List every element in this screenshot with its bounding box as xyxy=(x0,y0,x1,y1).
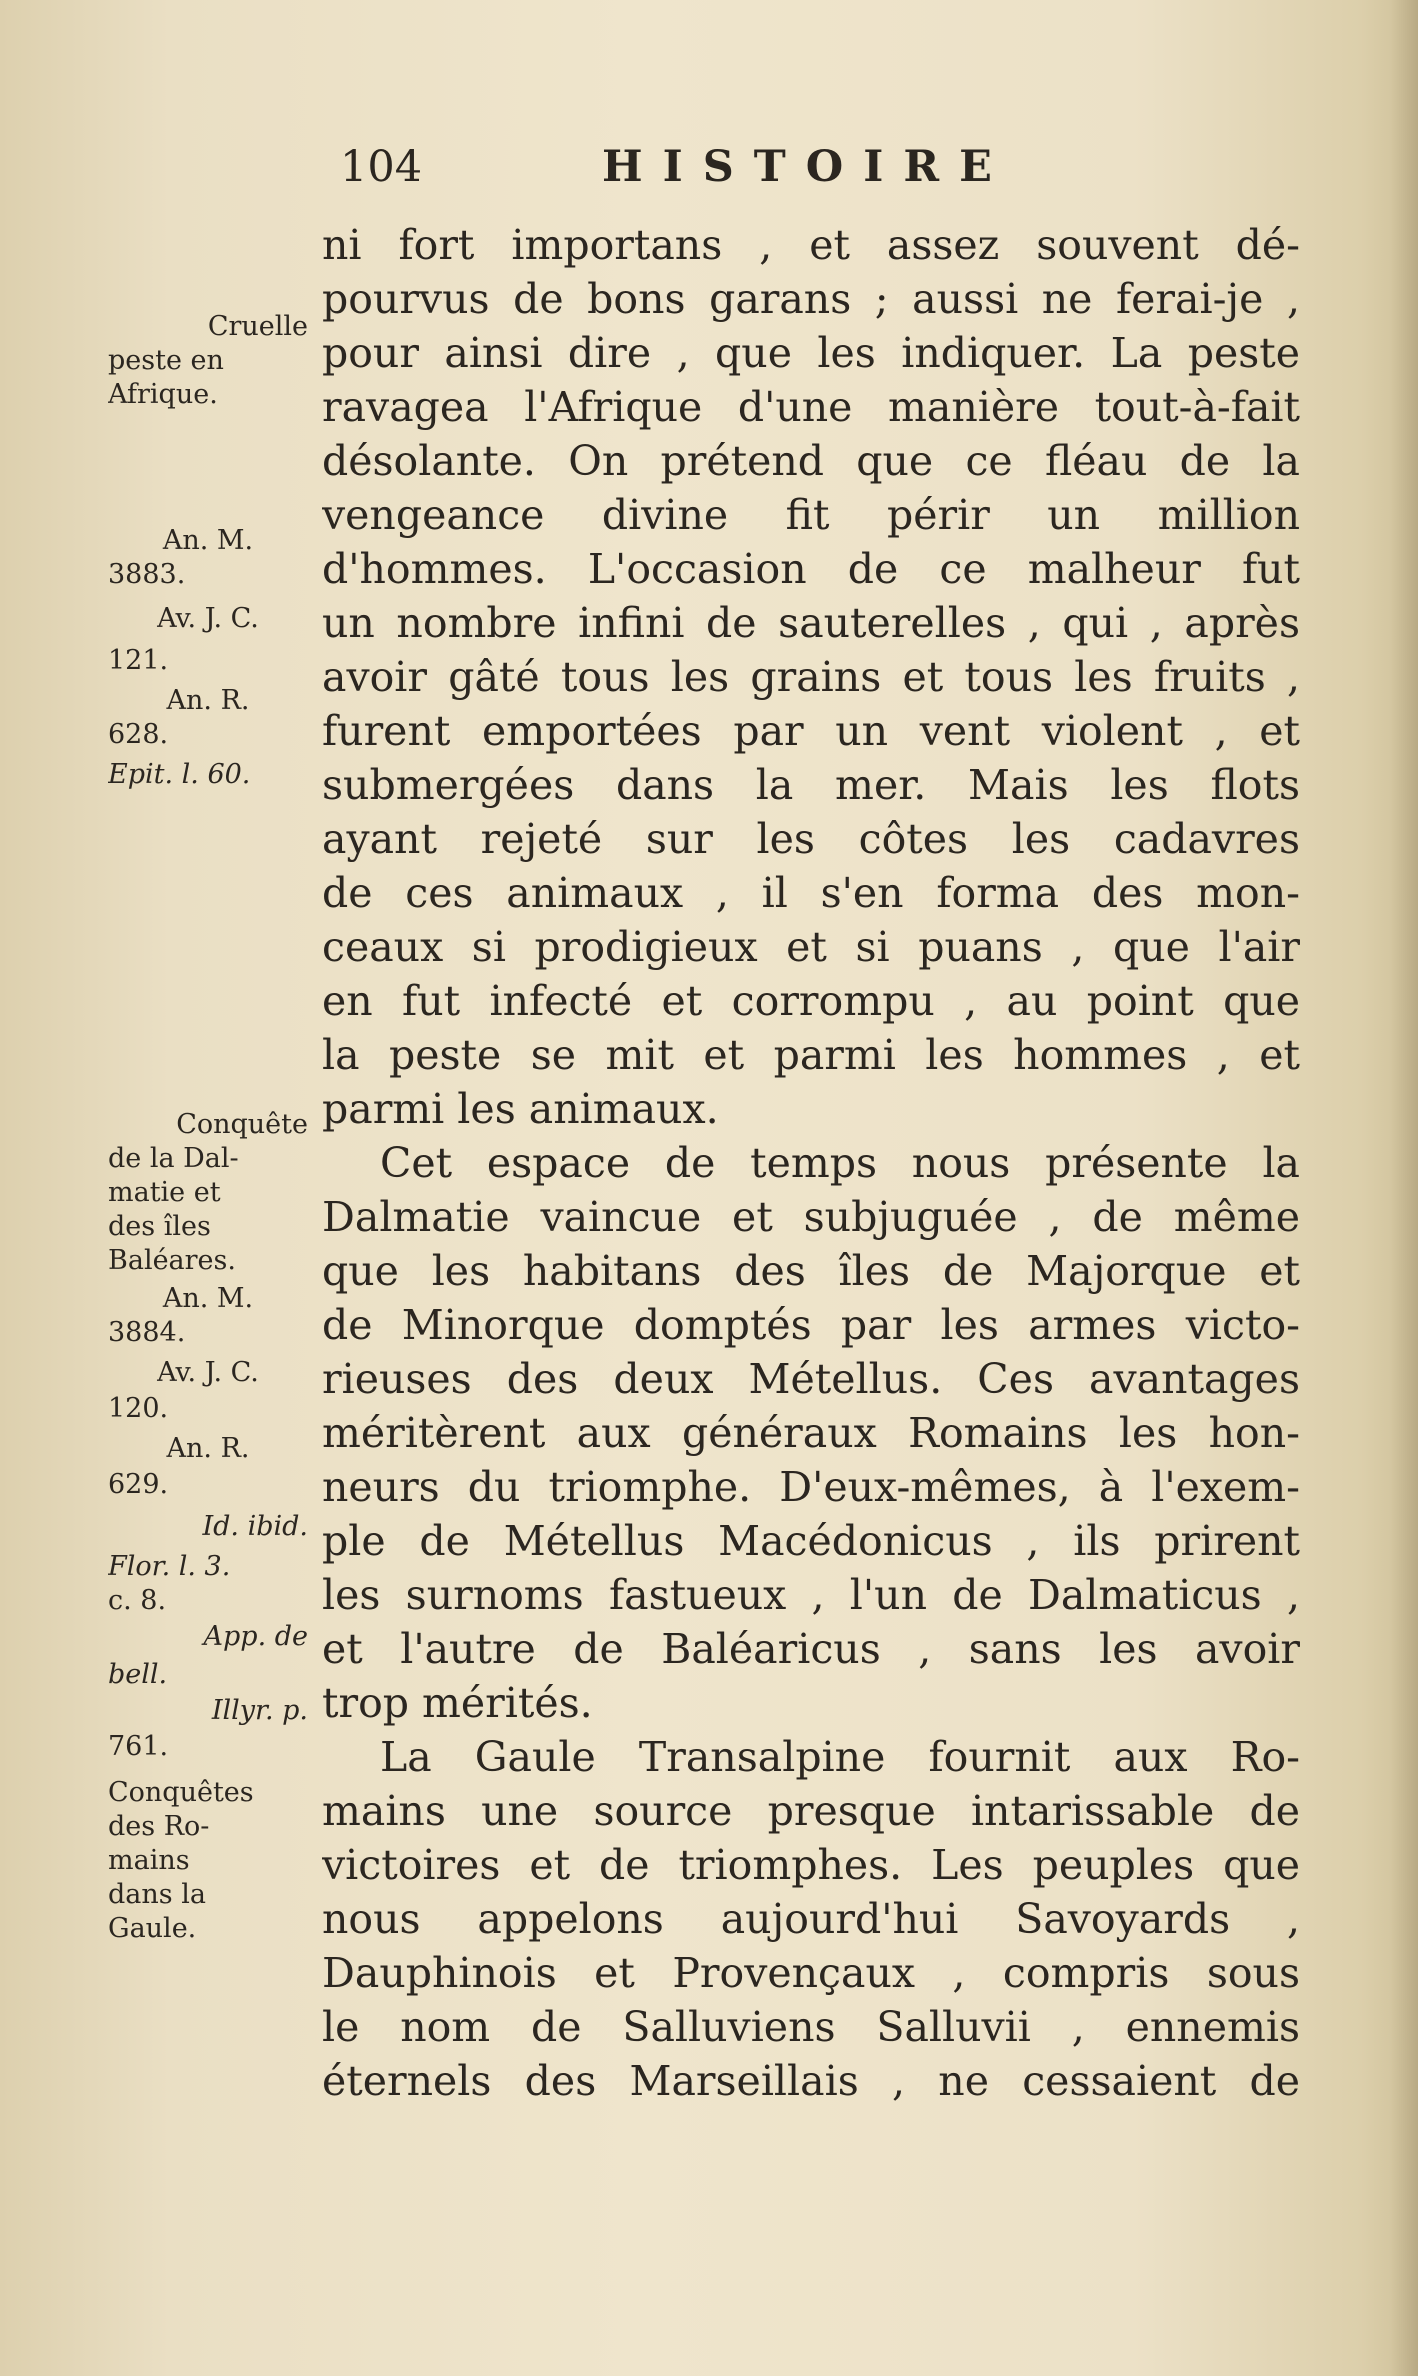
text-line: de ces animaux , il s'en forma des mon- xyxy=(322,869,1300,917)
text-line: submergées dans la mer. Mais les flots xyxy=(322,761,1300,809)
margin-note: 120. xyxy=(108,1393,169,1424)
text-line: ayant rejeté sur les côtes les cadavres xyxy=(322,815,1300,863)
text-line: d'hommes. L'occasion de ce malheur fut xyxy=(322,545,1300,593)
text-line: éternels des Marseillais , ne cessaient de xyxy=(322,2057,1300,2105)
margin-note: Illyr. p. xyxy=(211,1695,308,1726)
text-line: nous appelons aujourd'hui Savoyards , xyxy=(322,1895,1300,1943)
margin-note: Afrique. xyxy=(108,379,218,410)
margin-note: de la Dal- xyxy=(108,1143,239,1174)
text-line: un nombre infini de sauterelles , qui , après xyxy=(322,599,1300,647)
text-line: de Minorque domptés par les armes victo- xyxy=(322,1301,1300,1349)
margin-note: An. M. xyxy=(162,525,254,556)
margin-note: 3884. xyxy=(108,1317,186,1348)
margin-note: peste en xyxy=(108,345,224,376)
text-line: désolante. On prétend que ce fléau de la xyxy=(322,437,1300,485)
text-line: furent emportées par un vent violent , et xyxy=(322,707,1300,755)
margin-note: mains xyxy=(108,1845,190,1876)
text-line: méritèrent aux généraux Romains les hon- xyxy=(322,1409,1300,1457)
margin-note: An. R. xyxy=(166,1433,250,1464)
margin-note: Av. J. C. xyxy=(157,1357,259,1388)
margin-note: bell. xyxy=(108,1659,168,1690)
text-line: ple de Métellus Macédonicus , ils prirent xyxy=(322,1517,1300,1565)
margin-note: Epit. l. 60. xyxy=(108,759,251,790)
margin-note: 628. xyxy=(108,719,169,750)
margin-note: An. R. xyxy=(166,685,250,716)
margin-note: 629. xyxy=(108,1469,169,1500)
page-number: 104 xyxy=(340,142,423,192)
text-line: vengeance divine fit périr un million xyxy=(322,491,1300,539)
running-title: HISTOIRE xyxy=(602,142,1012,192)
page-gutter-shadow xyxy=(1390,0,1418,2376)
margin-note: Id. ibid. xyxy=(202,1511,308,1542)
text-line: parmi les animaux. xyxy=(322,1085,719,1133)
text-line: que les habitans des îles de Majorque et xyxy=(322,1247,1300,1295)
text-line: et l'autre de Baléaricus , sans les avoir xyxy=(322,1625,1300,1673)
margin-note: App. de xyxy=(203,1621,308,1652)
margin-note: matie et xyxy=(108,1177,221,1208)
text-line: Dalmatie vaincue et subjuguée , de même xyxy=(322,1193,1300,1241)
margin-note: des Ro- xyxy=(108,1811,210,1842)
main-text xyxy=(322,218,1300,2118)
margin-notes xyxy=(108,310,308,2010)
margin-note: Baléares. xyxy=(108,1245,236,1276)
text-line: Dauphinois et Provençaux , compris sous xyxy=(322,1949,1300,1997)
text-line: le nom de Salluviens Salluvii , ennemis xyxy=(322,2003,1300,2051)
margin-note: des îles xyxy=(108,1211,211,1242)
text-line: neurs du triomphe. D'eux-mêmes, à l'exem- xyxy=(322,1463,1300,1511)
text-line: ravagea l'Afrique d'une manière tout-à-fait xyxy=(322,383,1300,431)
text-line: ceaux si prodigieux et si puans , que l'air xyxy=(322,923,1300,971)
margin-note: 121. xyxy=(108,645,169,676)
text-line: victoires et de triomphes. Les peuples que xyxy=(322,1841,1300,1889)
text-line: les surnoms fastueux , l'un de Dalmaticus , xyxy=(322,1571,1300,1619)
margin-note: dans la xyxy=(108,1879,206,1910)
text-line: pourvus de bons garans ; aussi ne ferai-je , xyxy=(322,275,1300,323)
margin-note: Conquêtes xyxy=(108,1777,254,1808)
margin-note: Flor. l. 3. xyxy=(108,1551,231,1582)
margin-note: Cruelle xyxy=(207,311,308,342)
text-line: pour ainsi dire , que les indiquer. La peste xyxy=(322,329,1300,377)
margin-note: Av. J. C. xyxy=(157,603,259,634)
margin-note: 761. xyxy=(108,1731,169,1762)
margin-note: An. M. xyxy=(162,1283,254,1314)
margin-note: Conquête xyxy=(176,1109,308,1140)
text-line: mains une source presque intarissable de xyxy=(322,1787,1300,1835)
text-line: trop mérités. xyxy=(322,1679,593,1727)
text-line: en fut infecté et corrompu , au point que xyxy=(322,977,1300,1025)
margin-note: c. 8. xyxy=(108,1585,167,1616)
text-line: Cet espace de temps nous présente la xyxy=(380,1139,1300,1187)
margin-note: 3883. xyxy=(108,559,186,590)
text-line: La Gaule Transalpine fournit aux Ro- xyxy=(380,1733,1300,1781)
text-line: ni fort importans , et assez souvent dé- xyxy=(322,221,1300,269)
text-line: rieuses des deux Métellus. Ces avantages xyxy=(322,1355,1300,1403)
text-line: avoir gâté tous les grains et tous les fruits , xyxy=(322,653,1300,701)
text-line: la peste se mit et parmi les hommes , et xyxy=(322,1031,1300,1079)
running-header xyxy=(340,142,1060,202)
margin-note: Gaule. xyxy=(108,1913,197,1944)
